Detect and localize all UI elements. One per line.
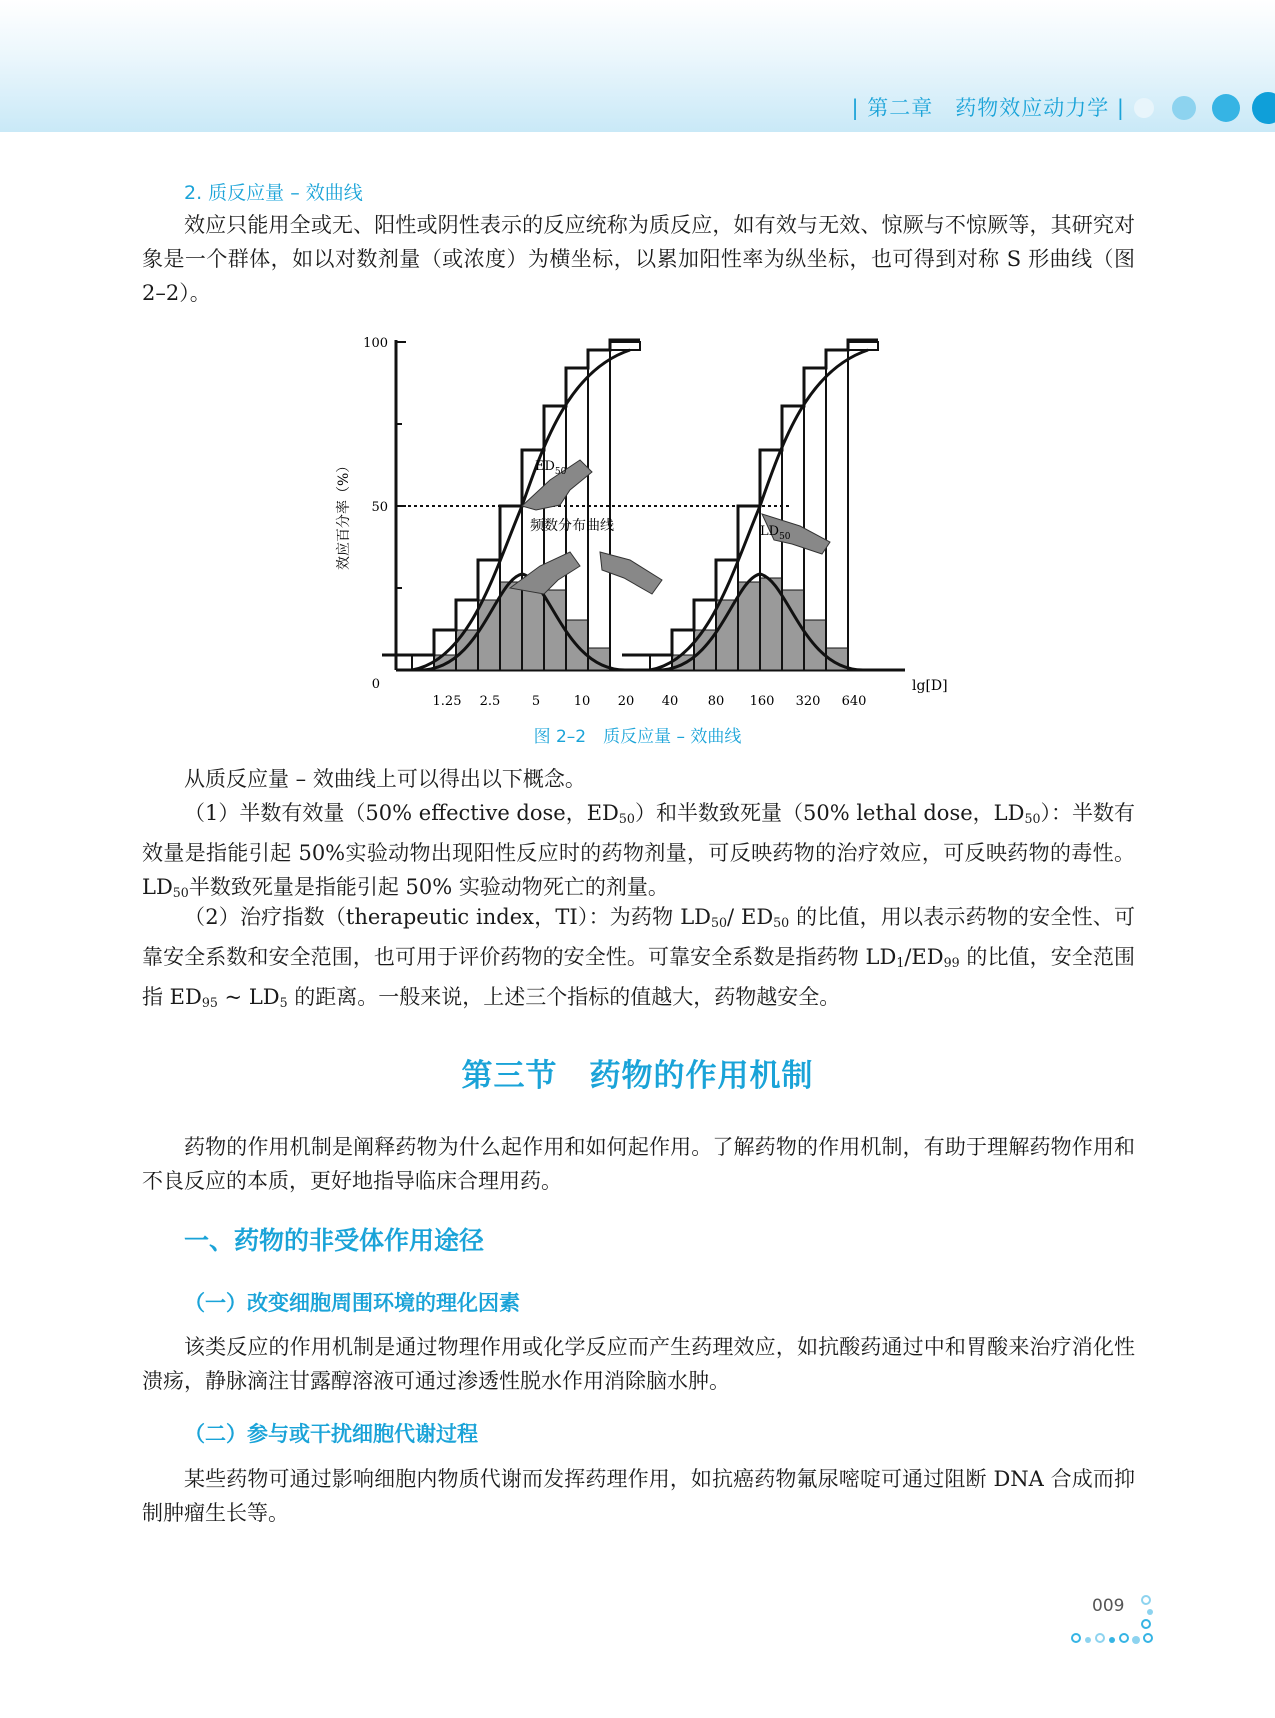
- x-tick-label: 2.5: [479, 694, 501, 709]
- ed50-label: $ED_{50}$: [535, 459, 567, 477]
- chapter-text: 第二章 药物效应动力学: [867, 96, 1110, 120]
- dot-1: [1134, 98, 1154, 118]
- paragraph-physicochemical: 该类反应的作用机制是通过物理作用或化学反应而产生药理效应，如抗酸药通过中和胃酸来治疗消化性溃疡，静脉滴注甘露醇溶液可通过渗透性脱水作用消除脑水肿。: [142, 1335, 1135, 1393]
- text-run: （2）治疗指数（therapeutic index，TI）：为药物 LD: [184, 905, 712, 929]
- hist-bar: [716, 600, 738, 670]
- decorative-dots: [1130, 90, 1275, 126]
- text-run: / ED: [727, 905, 774, 929]
- section-title: 第三节 药物的作用机制: [461, 1058, 814, 1094]
- bar-left: |: [851, 96, 860, 120]
- x-tick-label: 20: [617, 694, 635, 709]
- text-run: ）和半数致死量（50% lethal dose，LD: [634, 801, 1025, 825]
- dose-response-figure: [330, 330, 950, 715]
- x-tick-label: 1.25: [432, 694, 462, 709]
- subscript: 5: [279, 995, 288, 1011]
- text-run: 的比值，安全范围指 ED: [142, 945, 1135, 1010]
- text-run: 的距离。一般来说，上述三个指标的值越大，药物越安全。: [287, 985, 841, 1010]
- paragraph-metabolism: 某些药物可通过影响细胞内物质代谢而发挥药理作用，如抗癌药物氟尿嘧啶可通过阻断 DNA 合成而抑制肿瘤生长等。: [142, 1467, 1135, 1525]
- subsection-title: 2. 质反应量 – 效曲线: [184, 182, 363, 204]
- text-run: /ED: [904, 945, 944, 970]
- hist-bar: [478, 600, 500, 670]
- y-label-0: 0: [371, 677, 380, 692]
- subscript: 99: [943, 955, 960, 971]
- x-tick-label: 160: [749, 694, 775, 709]
- subscript: 50: [773, 915, 790, 931]
- text-run: 的比值，用以表示药物的安全性、可靠安全系数和安全范围，也可用于评价药物的安全性。可靠安全系数是指药物 LD: [142, 905, 1135, 970]
- x-tick-label: 40: [661, 694, 679, 709]
- hist-bar: [500, 582, 522, 670]
- text-run: ）：半数有效量是指能引起 50%实验动物出现阳性反应时的药物剂量，可反映药物的治疗效应，可反映药物的毒性。LD: [142, 801, 1136, 900]
- subscript: 50: [1024, 811, 1041, 827]
- y-label-100: 100: [363, 336, 388, 351]
- subscript: 50: [618, 811, 635, 827]
- x-tick-label: 640: [841, 694, 867, 709]
- concept-item-1: [142, 796, 1135, 910]
- x-axis-label: lg[D]: [912, 678, 948, 694]
- bar-right: |: [1116, 96, 1125, 120]
- text-run: （1）半数有效量（50% effective dose，ED: [184, 801, 619, 825]
- text-run: ~ LD: [217, 985, 280, 1010]
- dot-4: [1252, 92, 1275, 124]
- concepts-intro: 从质反应量 – 效曲线上可以得出以下概念。: [184, 767, 586, 791]
- x-tick-label: 10: [573, 694, 591, 709]
- subscript: 1: [896, 955, 905, 971]
- dot-2: [1172, 96, 1196, 120]
- ld50-label: $LD_{50}$: [760, 524, 791, 542]
- subscript: 50: [711, 915, 728, 931]
- x-tick-label: 320: [795, 694, 821, 709]
- y-label-50: 50: [371, 500, 388, 515]
- y-axis-label: 效应百分率（%）: [336, 458, 352, 570]
- section-intro: 药物的作用机制是阐释药物为什么起作用和如何起作用。了解药物的作用机制，有助于理解药物作用和不良反应的本质，更好地指导临床合理用药。: [142, 1135, 1135, 1193]
- x-tick-label: 80: [707, 694, 725, 709]
- figure-caption: 图 2–2 质反应量 – 效曲线: [533, 727, 742, 747]
- subsection-paragraph: 效应只能用全或无、阳性或阴性表示的反应统称为质反应，如有效与无效、惊厥与不惊厥等，其研究对象是一个群体，如以对数剂量（或浓度）为横坐标，以累加阳性率为纵坐标，也可得到对称 S 形曲线（图 2–2）。: [142, 213, 1135, 305]
- x-tick-label: 5: [531, 694, 541, 709]
- heading-metabolism: （二）参与或干扰细胞代谢过程: [184, 1422, 478, 1446]
- subscript: 50: [172, 885, 189, 901]
- chapter-title: [851, 92, 1125, 122]
- text-run: 半数致死量是指能引起 50% 实验动物死亡的剂量。: [188, 875, 669, 900]
- dot-3: [1212, 94, 1240, 122]
- page-number: 009: [1092, 1596, 1125, 1616]
- frequency-curve-label: 频数分布曲线: [530, 518, 614, 534]
- subscript: 95: [201, 995, 218, 1011]
- heading-physicochemical: （一）改变细胞周围环境的理化因素: [184, 1291, 520, 1315]
- footer-decoration-icon: [1066, 1590, 1156, 1650]
- right-step-top: [848, 342, 878, 350]
- heading-non-receptor: 一、药物的非受体作用途径: [184, 1226, 485, 1255]
- concept-item-2: [142, 900, 1135, 1020]
- hist-bar: [738, 582, 760, 670]
